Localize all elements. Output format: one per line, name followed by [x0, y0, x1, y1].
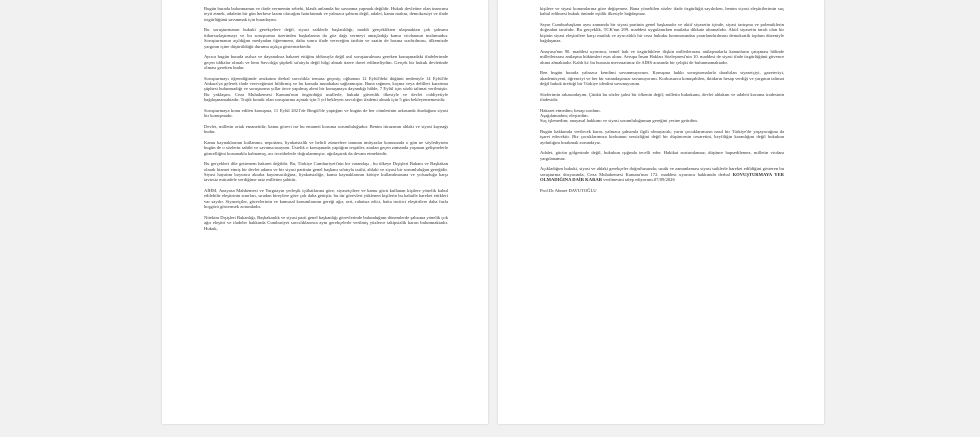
closing-lead: Açıkladığım hukuki, siyasi ve ahlaki gerekçeler doğrultusunda; usulü ve zamanlaması siyasi saiklerle hareket edildiğini gösteren bu soruşturma dosyasında, Ceza Muhakemesi Kanunu'nun 172. maddesi uyarınca hakkımda derhal [540, 166, 784, 177]
paragraph: Soruşturmaya konu edilen konuşma, 11 Eylül 2021'de Bingöl'de yaptığım ve bugün de her cümlesinin arkasında durduğum siyasi bir konuşmadır. [204, 107, 448, 119]
document-page-2 [498, 0, 824, 424]
closing-paragraph [540, 166, 784, 182]
paragraph: Ayrıca bugün burada asılsız ve dayanaksız hakaret ettiğim iddiasıyla değil asıl soruşturulması gereken konuşmadaki ifadelerimde geçen iddialar olmalı ve hem Savcılığa şüpheli sıfatıyla değil bilgi almak üzere davet edilmeliydim. Gerçek bir hukuk devletinde olması gereken budur. [204, 54, 448, 71]
signature: Prof.Dr Ahmet DAVUTOĞLU [540, 187, 597, 193]
paragraph: Soruşturmayı öğrendiğimde avukatım derhal savcılıkla temasa geçmiş; oğlumun 12 Eylül'deki düğünü nedeniyle 14 Eylül'de Ankara'ya gelerek ifade vereceğimizi bildirmiş ve bu konuda mutabakat sağlanmıştır. Buna rağmen, kaçma veya delilleri karartma şüphesi bulunmadığı ve soruşturma yıllar önce yapılmış aleni bir konuşmaya dayandığı hâlde, 7 Eylül için sözlü talimat verilmiştir. Bu yaklaşım, Ceza Muhakemesi Kanunu'nun öngördüğü usullerle, hukuki güvenlik ilkesiyle ve devlet ciddiyetiyle bağdaşmamaktadır. Trajik komik olan soruşturma açmak için 5 yıl bekleyen savcılığın ifademi almak için 5 gün bekleyememesidir. [204, 75, 448, 103]
paragraph: Bu gerçekleri dile getirmem hakaret değildir. Bu, Türkiye Cumhuriyeti'nin bir vatandaşı , bu ülkeye Dışişleri Bakanı ve Başbakan olarak hizmet etmiş bir devlet adamı ve bir siyasi partinin genel başkanı sıfatıyla tarihi, ahlaki ve siyasi bir sorumluluğun gereğidir. Siyasi hayatım boyunca akraba kayırmacılığına, liyakatsizliğe, kamu kaynaklarının kötüye kullanılmasına ve yolsuzluğa karşı tavizsiz mücadele verdiğime aziz milletim şahittir. [204, 161, 448, 183]
paragraph: AİHM, Anayasa Mahkemesi ve Yargıtayın yerleşik içtihatlarına göre, siyasetçilere ve kamu gücü kullanan kişilere yönelik kabul edilebilir eleştirinin sınırları, sıradan bireylere göre çok daha geniştir, bu tür görevleri yüklenen kişilerin bu kabulle hareket ettikleri var sayılır. Siyasetçiler, görevlerinin ve kamusal konumlarının gereği ağır, sert, rahatsız edici, hatta incitici eleştirilere daha fazla hoşgörü göstermek zorundadır. [204, 188, 448, 210]
statement-line: Suç işlemedim; anayasal hakkımı ve siyasi sorumluluğumun gereğini yerine getirdim. [540, 118, 698, 124]
paragraph: Sayın Cumhurbaşkanı aynı zamanda bir siyasi partinin genel başkanıdır ve aktif siyasetin içinde, siyasi tartışma ve polemiklerin doğrudan tarafıdır. Bu gerçeklik, TCK'nın 299. maddesi uygulanırken mutlaka dikkate alınmalıdır. Aktif siyasetin tarafı olan bir kişinin siyasi eleştirilere karşı mutlak ve ayrıcalıklı bir ceza hukuku korumasından yararlandırılması demokratik toplum düzeniyle bağdaşmaz. [540, 22, 784, 44]
paragraph: Bugün burada bulunmamın ve ifade vermemin sebebi, klasik anlamda bir savunma yapmak değildir. Hukuk devletine olan inancımı teyit etmek, adaletin bir gün herkese lazım olacağını hatırlatmak ve yalnızca şahsım değil, adalet, kamu malını, demokrasiyi ve ifade özgürlüğünü savunmak için buradayım. [204, 6, 448, 22]
paragraph: Sözlerimin arkasındayım. Çünkü bu sözler şahsi bir öfkenin değil; milletin hukukunu, devlet ahlakını ve adaleti koruma iradesinin ifadesidir. [540, 91, 784, 103]
paragraph: Nitekim Dışişleri Bakanlığı, Başbakanlık ve siyasi parti genel başkanlığı görevlerinde bulunduğum dönemlerde şahsıma yönelik çok ağır eleştiri ve ifadeler hakkında Cumhuriyet savcılıklarınca aynı gerekçelerle verilmiş yüzlerce takipsizlik kararı bulunmaktadır. Hukuk, [204, 214, 448, 231]
document-page-1 [162, 0, 488, 424]
paragraph: Kamu kaynaklarının kullanımı, nepotizm, liyakatsizlik ve belirli zümrelere tanınan imtiyazlar konusunda o gün ne söylediysem bugün de o sözlerin sahibi ve savunucusuyum. Üstelik o konuşmada yaptığım tespitler, aradan geçen zamanda yaşanan gelişmelerle güncelliğini korumakla kalmamış, acı tecrübelerle doğrulanmıştır; ağırlaşarak da devam etmektedir. [204, 139, 448, 156]
statement-line: Aşağılamadım; eleştirdim. [540, 113, 589, 119]
paragraph: kişilere ve siyasi konumlarına göre değişemez. Bana yöneltilen sözler ifade özgürlüğü sayılırken, benim siyasi eleştirilerimin suç kabul edilmesi hukuk önünde eşitlik ilkesiyle bağdaşmaz. [540, 6, 784, 17]
closing-tail: verilmesini talep ediyorum.07/09/2026 [602, 177, 675, 183]
paragraph: Anayasa'nın 90. maddesi uyarınca, temel hak ve özgürlüklere ilişkin milletlerarası antlaşmalarla kanunların çatışması hâlinde milletlerarası antlaşma hükümleri esas alınır. Avrupa İnsan Hakları Sözleşmesi'nin 10. maddesi de siyasi ifade özgürlüğünü güvence altına almaktadır. Kaldı ki: bu hususta mevzuatımız ile AİHS arasında bir çelişki de bulunmamaktadır. [540, 48, 784, 65]
paragraph: Bugün hakkımda verilecek karar, yalnızca şahsımla ilgili olmayacak; yarın çocuklarımızın nasıl bir Türkiye'de yaşayacağına da işaret edecektir. Biz çocuklarımıza korkunun sessizliğini değil bir düşüncenin cesaretini, keyfiliğin karanlığını değil hukukun aydınlığını bırakmak zorundayız. [540, 129, 784, 145]
paragraph: Adalet, gücün gölgesinde değil, hukukun ışığında tecelli eder. Hakikat susturulamaz, düşünce hapsedilemez, milletin vicdanı yargılanamaz. [540, 150, 784, 161]
closing-demand: KOVUŞTURMAYA YER OLMADIĞINA DAİR KARAR [540, 171, 784, 183]
paragraph: Ben bugün burada yalnızca kendimi savunmuyorum. Konuşma hakkı soruşturmalarla daraltılan siyasetçiyi, gazeteciyi, akademisyeni, öğrenciyi ve her bir vatandaşımızı savunuyorum. Korkusuzca konuşabilen, iktidarın hesap verdiği ve yargının talimat değil hukuk ürettiği bir Türkiye idealini savunuyorum. [540, 70, 784, 87]
page-1-text [204, 6, 448, 236]
page-2-text [540, 6, 784, 198]
statement-line: Hakaret etmedim; hesap sordum. [540, 107, 601, 113]
paragraph: Bu soruşturmanın hukuki gerekçelere değil, siyasi saiklerle başlatıldığı; maddi gerçeklikten ulaşmaktan çok şahsımı itibarsızlaştırmayı ve bu soruşturma üzerinden başkalarına da göz dağı vermeyi amaçladığı kamu vicdanının malumudur. Soruşturmanın açıldığını medyadan öğrenmem, daha sonra ifade vereceğim tarihin ve saatin de basına sızdırılması, ülkemizde yargının içine düşürüldüğü durumu açıkça göstermektedir. [204, 27, 448, 49]
paragraph: Devlet, milletin ortak emanetidir; kamu görevi ise bu emaneti koruma sorumluluğudur. Benim itirazımın ahlaki ve siyasi kaynağı budur. [204, 123, 448, 135]
